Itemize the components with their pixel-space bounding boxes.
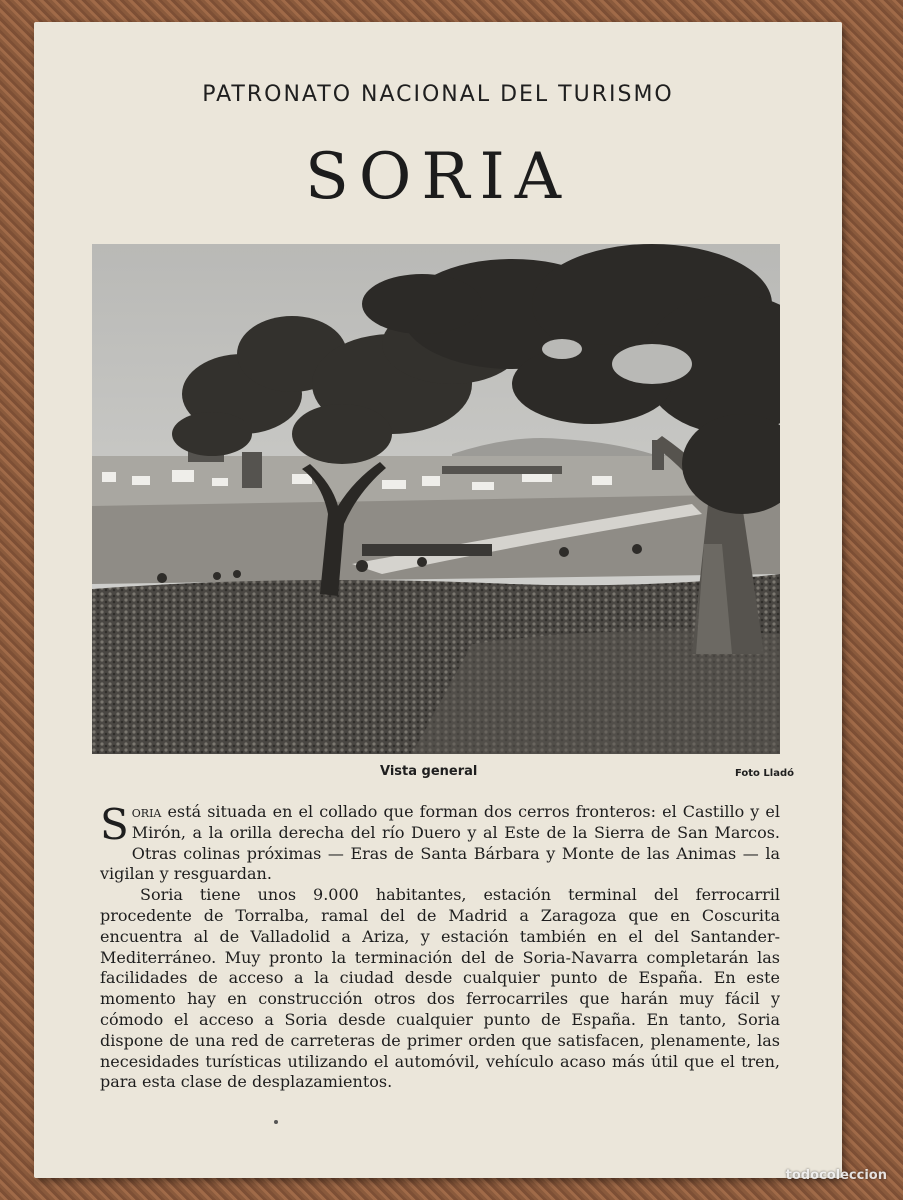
watermark: todocoleccion bbox=[785, 1168, 887, 1183]
decorative-dot bbox=[274, 1120, 278, 1124]
photo-caption: Vista general bbox=[380, 764, 478, 779]
brochure-page bbox=[34, 22, 842, 1178]
organization-heading: PATRONATO NACIONAL DEL TURISMO bbox=[202, 82, 674, 107]
drop-cap: S bbox=[100, 800, 129, 849]
body-text bbox=[100, 802, 780, 1093]
page-title: SORIA bbox=[305, 140, 571, 214]
lead-word: oria bbox=[131, 802, 162, 821]
paragraph-1 bbox=[100, 802, 780, 885]
photo-credit: Foto Lladó bbox=[734, 768, 794, 779]
paragraph-1-text: está situada en el collado que forman dos cerros fronteros: el Castillo y el Mirón, a la orilla derecha del río Duero y al Este de la Sierra de San Marcos. Otras colinas próximas — Eras de Santa Bárbara y Monte de las Animas — la vigilan y resguardan. bbox=[100, 802, 780, 884]
landscape-photo bbox=[92, 244, 780, 754]
paragraph-2: Soria tiene unos 9.000 habitantes, estación terminal del ferrocarril procedente de Torralba, ramal del de Madrid a Zaragoza que en Coscurita encuentra al de Valladolid a Ariza, y estación también en el del Santander-Mediterráneo. Muy pronto la terminación del de Soria-Navarra completarán las facilidades de acceso a la ciudad desde cualquier punto de España. En este momento hay en construcción otros dos ferrocarriles que harán muy fácil y cómodo el acceso a Soria desde cualquier punto de España. En tanto, Soria dispone de una red de carreteras de primer orden que satisfacen, plenamente, las necesidades turísticas utilizando el automóvil, vehículo acaso más útil que el tren, para esta clase de desplazamientos. bbox=[100, 885, 780, 1092]
